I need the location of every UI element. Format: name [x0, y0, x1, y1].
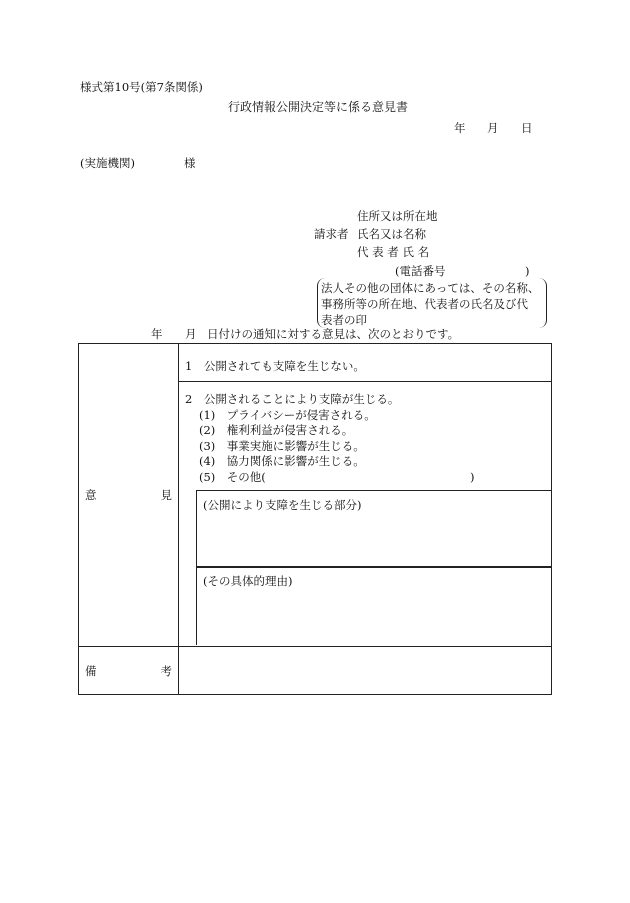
- reason-other[interactable]: (5) その他( ): [199, 469, 475, 484]
- phone-close-paren: ): [525, 264, 530, 278]
- affected-part-label: (公開により支障を生じる部分): [203, 498, 362, 512]
- phone-label: (電話番号: [395, 264, 446, 278]
- corporate-note: [321, 280, 539, 328]
- corporate-note-line: 表者の印: [321, 313, 367, 327]
- remarks-label: 備 考: [85, 663, 172, 678]
- option-no-harm[interactable]: 1 公開されても支障を生じない。: [179, 344, 552, 382]
- corporate-note-line: 事務所等の所在地、代表者の氏名及び代: [321, 297, 528, 311]
- remarks-label-cell: [79, 647, 179, 695]
- specific-reason-label: (その具体的理由): [203, 574, 293, 588]
- intro-month-label: 月: [185, 327, 197, 341]
- corporate-note-line: 法人その他の団体にあっては、その名称、: [321, 281, 540, 295]
- option-harm[interactable]: 2 公開されることにより支障が生じる。: [185, 392, 400, 406]
- honorific-label: 様: [184, 156, 196, 170]
- reason-cooperation[interactable]: (4) 協力関係に影響が生じる。: [199, 454, 365, 468]
- intro-text: 日付けの通知に対する意見は、次のとおりです。: [207, 327, 460, 341]
- option-harm-cell: [179, 382, 552, 647]
- opinion-table: [78, 343, 552, 695]
- reason-privacy[interactable]: (1) プライバシーが侵害される。: [199, 407, 376, 422]
- requester-label: 請求者: [314, 227, 349, 241]
- name-field-label: 氏名又は名称: [357, 227, 426, 241]
- remarks-field[interactable]: [179, 647, 552, 695]
- specific-reason-box[interactable]: [196, 566, 552, 645]
- address-field-label: 住所又は所在地: [357, 209, 438, 223]
- reason-other-close-paren: ): [470, 469, 475, 484]
- representative-field-label: 代 表 者 氏 名: [357, 245, 430, 259]
- date-day-label: 日: [521, 121, 533, 135]
- intro-year-label: 年: [151, 327, 163, 341]
- document-title: 行政情報公開決定等に係る意見書: [228, 100, 409, 114]
- opinion-label: 意 見: [85, 488, 172, 502]
- form-number: 様式第10号(第7条関係): [80, 80, 203, 94]
- reason-rights[interactable]: (2) 権利利益が侵害される。: [199, 423, 354, 437]
- affected-part-box[interactable]: [196, 490, 552, 568]
- date-year-label: 年: [454, 121, 466, 135]
- date-month-label: 月: [487, 121, 499, 135]
- reason-business[interactable]: (3) 事業実施に影響が生じる。: [199, 438, 365, 453]
- opinion-label-cell: [79, 344, 179, 647]
- agency-label: (実施機関): [80, 156, 135, 170]
